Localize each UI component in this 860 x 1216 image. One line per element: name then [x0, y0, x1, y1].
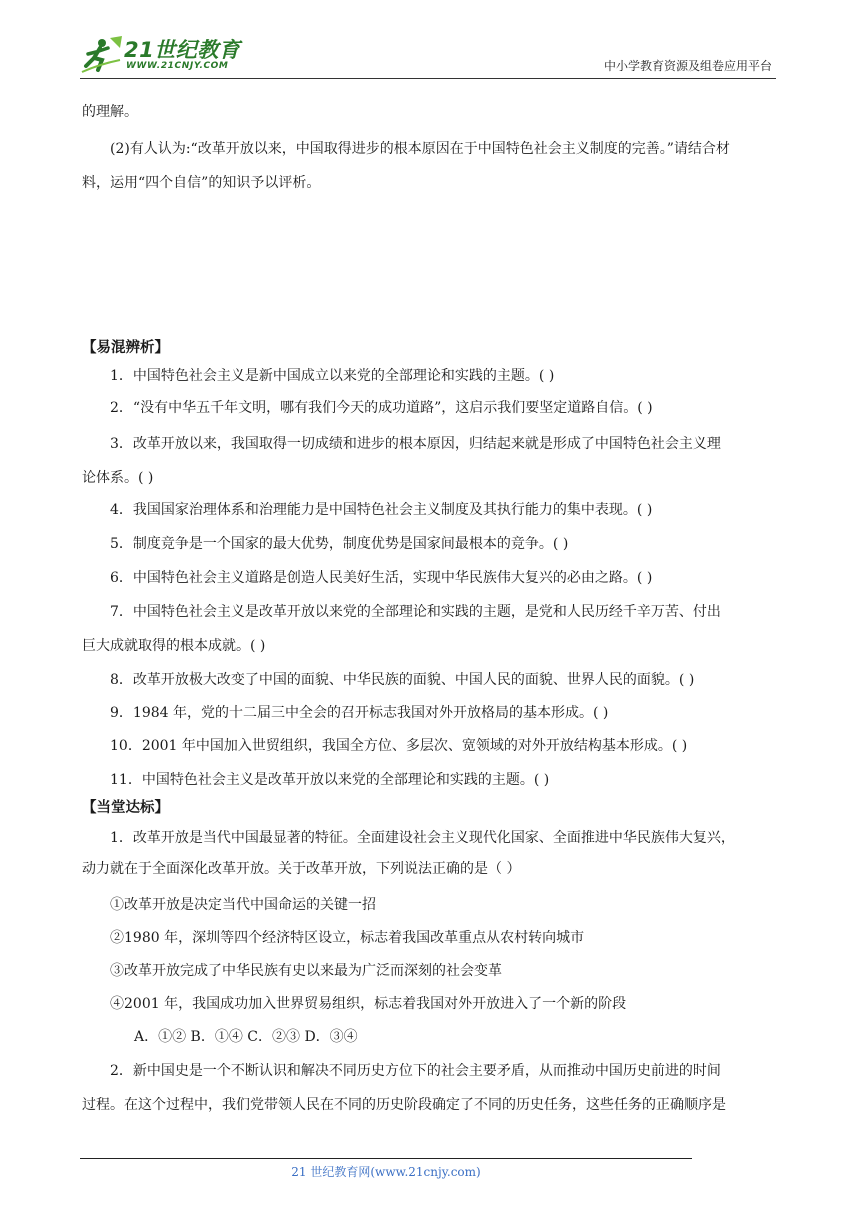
confusion-item: 8．改革开放极大改变了中国的面貌、中华民族的面貌、中国人民的面貌、世界人民的面貌。( ) [110, 672, 695, 688]
paragraph-line: (2)有人认为:“改革开放以来，中国取得进步的根本原因在于中国特色社会主义制度的完善。”请结合材 [110, 141, 730, 157]
confusion-item: 巨大成就取得的根本成就。( ) [82, 638, 266, 654]
confusion-item: 5．制度竞争是一个国家的最大优势，制度优势是国家间最根本的竞争。( ) [110, 536, 569, 552]
practice-option: ②1980 年，深圳等四个经济特区设立，标志着我国改革重点从农村转向城市 [110, 930, 585, 946]
header-tagline: 中小学教育资源及组卷应用平台 [603, 59, 772, 73]
confusion-item: 7．中国特色社会主义是改革开放以来党的全部理论和实践的主题，是党和人民历经千辛万苦、付出 [110, 604, 721, 620]
confusion-item: 2．“没有中华五千年文明，哪有我们今天的成功道路”，这启示我们要坚定道路自信。( ) [110, 400, 653, 416]
confusion-item: 10．2001 年中国加入世贸组织，我国全方位、多层次、宽领域的对外开放结构基本形成。( ) [110, 738, 688, 754]
confusion-item: 9．1984 年，党的十二届三中全会的召开标志我国对外开放格局的基本形成。( ) [110, 705, 609, 721]
paragraph-line: 的理解。 [82, 104, 138, 120]
confusion-item: 1．中国特色社会主义是新中国成立以来党的全部理论和实践的主题。( ) [110, 368, 555, 384]
page-header [80, 30, 776, 79]
practice-line: 过程。在这个过程中，我们党带领人民在不同的历史阶段确定了不同的历史任务，这些任务的正确顺序是 [82, 1097, 726, 1113]
section-title-confusion: 【易混辨析】 [82, 340, 169, 356]
practice-option: ④2001 年，我国成功加入世界贸易组织，标志着我国对外开放进入了一个新的阶段 [110, 996, 627, 1012]
runner-icon [80, 34, 124, 74]
confusion-item: 3．改革开放以来，我国取得一切成绩和进步的根本原因，归结起来就是形成了中国特色社会主义理 [110, 436, 721, 452]
practice-option: ①改革开放是决定当代中国命运的关键一招 [110, 897, 376, 913]
section-title-practice: 【当堂达标】 [82, 800, 169, 816]
paragraph-line: 料，运用“四个自信”的知识予以评析。 [82, 175, 321, 191]
practice-option: ③改革开放完成了中华民族有史以来最为广泛而深刻的社会变革 [110, 963, 502, 979]
site-logo [80, 32, 260, 76]
confusion-item: 论体系。( ) [82, 470, 154, 486]
confusion-item: 11．中国特色社会主义是改革开放以来党的全部理论和实践的主题。( ) [110, 772, 550, 788]
practice-choices: A．①② B．①④ C．②③ D．③④ [134, 1029, 358, 1045]
logo-text: 21世纪教育 [124, 38, 241, 62]
footer-divider [80, 1158, 692, 1159]
logo-url: WWW.21CNJY.COM [126, 61, 229, 71]
confusion-item: 4．我国国家治理体系和治理能力是中国特色社会主义制度及其执行能力的集中表现。( ) [110, 502, 653, 518]
practice-line: 1．改革开放是当代中国最显著的特征。全面建设社会主义现代化国家、全面推进中华民族伟大复兴， [110, 830, 735, 846]
footer-text: 21 世纪教育网(www.21cnjy.com) [291, 1165, 481, 1179]
practice-line: 动力就在于全面深化改革开放。关于改革开放，下列说法正确的是（ ） [82, 861, 521, 877]
practice-line: 2．新中国史是一个不断认识和解决不同历史方位下的社会主要矛盾，从而推动中国历史前进的时间 [110, 1063, 721, 1079]
confusion-item: 6．中国特色社会主义道路是创造人民美好生活，实现中华民族伟大复兴的必由之路。( ) [110, 570, 653, 586]
